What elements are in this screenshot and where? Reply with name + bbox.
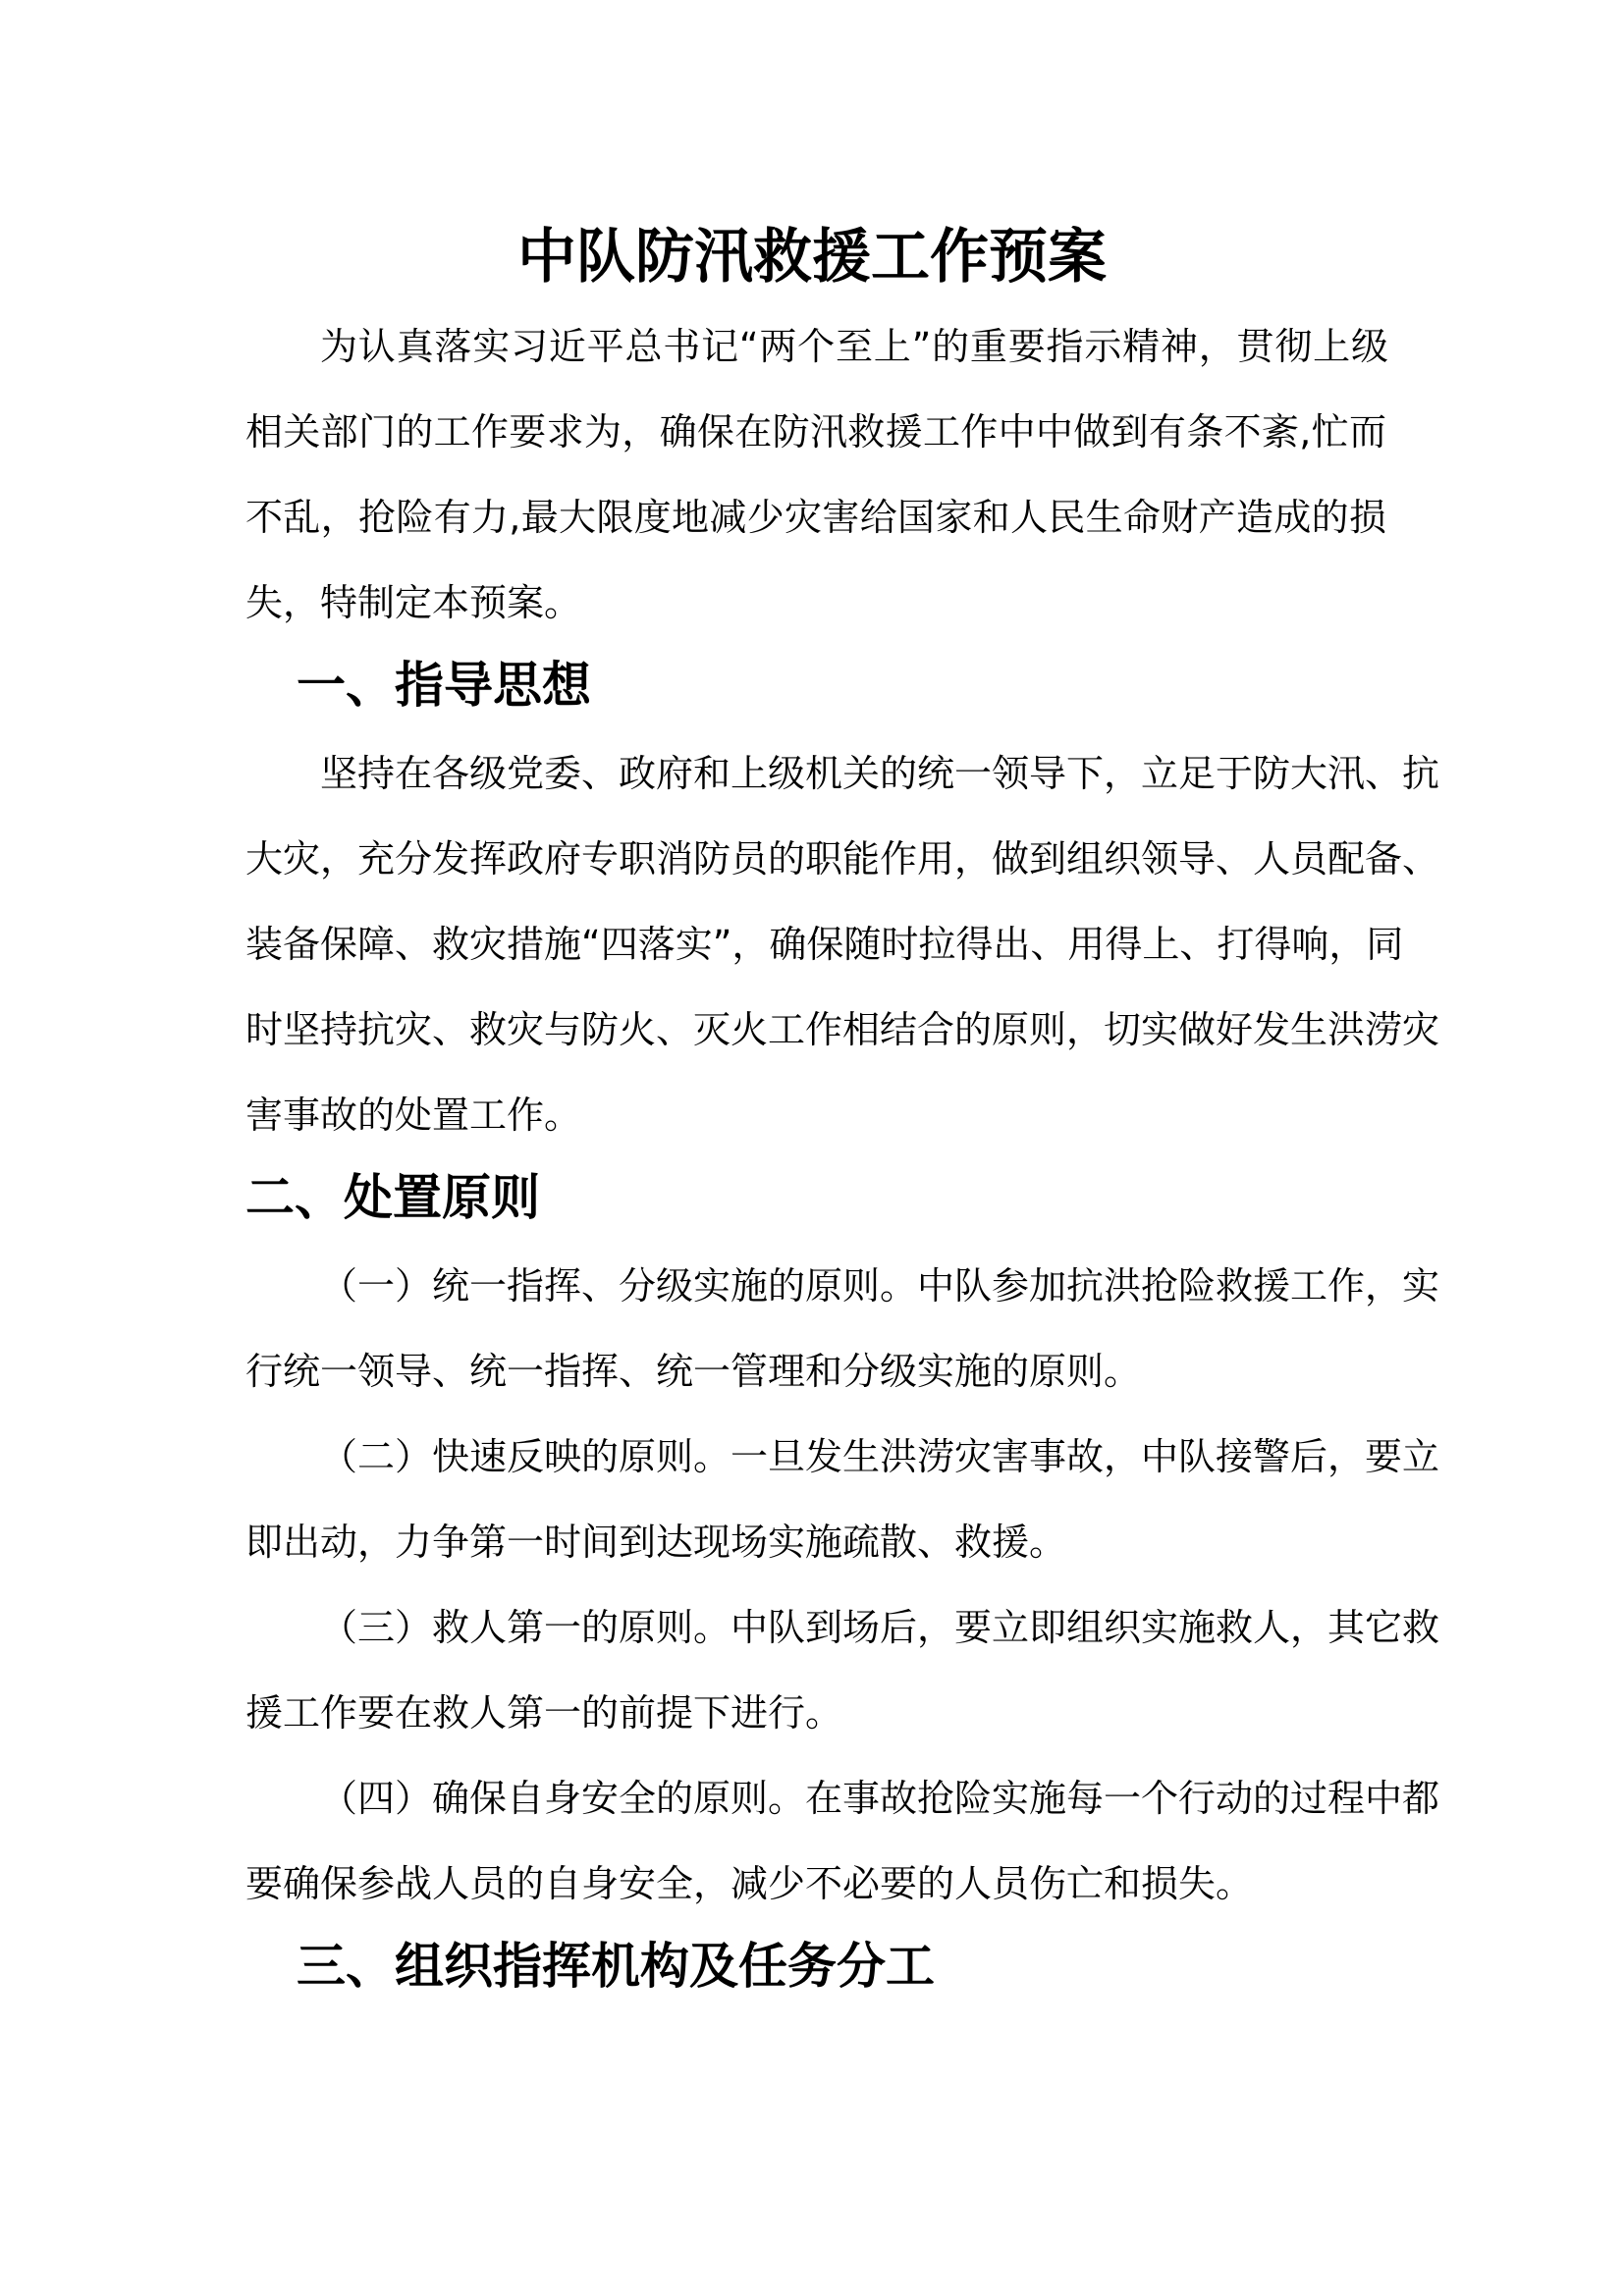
intro-line: 相关部门的工作要求为，确保在防汛救援工作中中做到有条不紊,忙而 [245,410,1386,454]
intro-line: 为认真落实习近平总书记“两个至上”的重要指示精神，贯彻上级 [320,325,1388,368]
section2-line: （二）快速反映的原则。一旦发生洪涝灾害事故，中队接警后，要立 [320,1435,1440,1478]
section2-line: （三）救人第一的原则。中队到场后，要立即组织实施救人，其它救 [320,1606,1440,1649]
section2-line: 援工作要在救人第一的前提下进行。 [245,1691,843,1735]
section2-line: 要确保参战人员的自身安全，减少不必要的人员伤亡和损失。 [245,1862,1254,1905]
section-heading-guiding-ideology: 一、指导思想 [297,657,591,714]
section2-line: 即出动，力争第一时间到达现场实施疏散、救援。 [245,1521,1067,1564]
section1-line: 害事故的处置工作。 [245,1094,582,1137]
section1-line: 大灾，充分发挥政府专职消防员的职能作用，做到组织领导、人员配备、 [245,837,1440,881]
section2-line: （一）统一指挥、分级实施的原则。中队参加抗洪抢险救援工作，实 [320,1264,1440,1308]
section1-line: 坚持在各级党委、政府和上级机关的统一领导下，立足于防大汛、抗 [320,752,1440,795]
section2-line: 行统一领导、统一指挥、统一管理和分级实施的原则。 [245,1350,1142,1393]
document-title: 中队防汛救援工作预案 [517,223,1107,292]
section-heading-organization: 三、组织指挥机构及任务分工 [297,1938,935,1995]
intro-line: 失，特制定本预案。 [245,581,582,624]
section1-line: 装备保障、救灾措施“四落实”，确保随时拉得出、用得上、打得响，同 [245,923,1404,966]
section1-line: 时坚持抗灾、救灾与防火、灭火工作相结合的原则，切实做好发生洪涝灾 [245,1008,1440,1051]
intro-line: 不乱，抢险有力,最大限度地减少灾害给国家和人民生命财产造成的损 [245,496,1386,539]
section-heading-principles: 二、处置原则 [245,1169,540,1226]
section2-line: （四）确保自身安全的原则。在事故抢险实施每一个行动的过程中都 [320,1777,1440,1820]
